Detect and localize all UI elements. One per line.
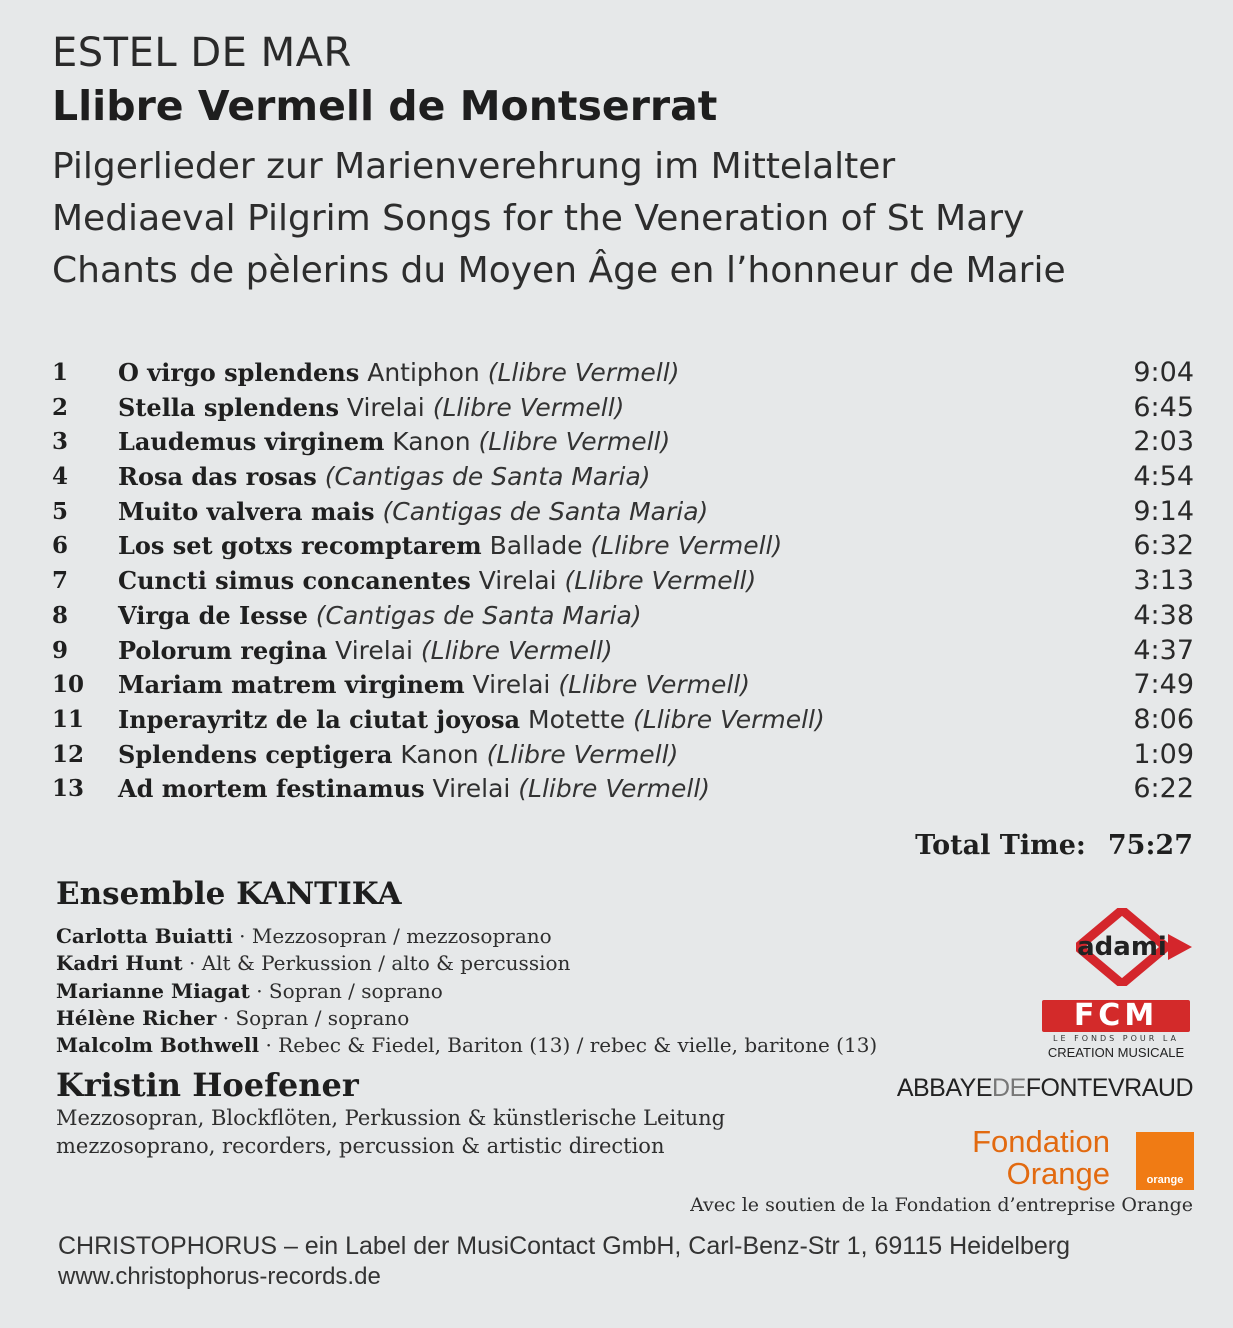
- album-title: Llibre Vermell de Montserrat: [52, 82, 718, 130]
- track-number: 4: [52, 463, 69, 491]
- track-row: [52, 529, 1194, 564]
- track-source: (Cantigas de Santa Maria): [315, 600, 642, 630]
- adami-logo: [1076, 908, 1194, 986]
- track-number: 8: [52, 601, 69, 629]
- track-row: [52, 668, 1194, 703]
- track-duration: 4:38: [1133, 599, 1194, 631]
- track-row: [52, 425, 1194, 460]
- track-number: 5: [52, 497, 69, 525]
- track-title: Los set gotxs recomptarem: [118, 531, 482, 561]
- track-form: Motette: [520, 704, 634, 734]
- track-duration: 3:13: [1133, 565, 1194, 597]
- track-number: 10: [52, 671, 85, 699]
- track-form: Virelai: [464, 670, 559, 700]
- track-source: (Cantigas de Santa Maria): [324, 462, 651, 492]
- member-role: · Alt & Perkussion / alto & percussion: [182, 951, 571, 975]
- abbaye-text-b: DE: [992, 1074, 1026, 1102]
- track-number: 12: [52, 740, 85, 768]
- director-role-english: mezzosoprano, recorders, percussion & artistic direction: [56, 1134, 665, 1158]
- total-time-value: 75:27: [1107, 830, 1193, 861]
- fcm-text: FCM: [1042, 1000, 1190, 1032]
- fcm-tagline-1: LE FONDS POUR LA: [1053, 1034, 1179, 1043]
- director-name: Kristin Hoefener: [56, 1066, 359, 1104]
- label-info: CHRISTOPHORUS – ein Label der MusiContact GmbH, Carl-Benz-Str 1, 69115 Heidelberg: [58, 1232, 1070, 1260]
- track-duration: 4:37: [1133, 634, 1194, 666]
- subtitle-german: Pilgerlieder zur Marienverehrung im Mittelalter: [52, 146, 896, 187]
- tracklist: [52, 356, 1194, 807]
- track-source: (Llibre Vermell): [518, 774, 711, 804]
- track-title: Rosa das rosas: [118, 462, 317, 492]
- track-number: 1: [52, 359, 69, 386]
- track-title: Laudemus virginem: [118, 427, 385, 457]
- subtitle-english: Mediaeval Pilgrim Songs for the Veneration of St Mary: [52, 198, 1025, 239]
- track-row: [52, 634, 1194, 669]
- track-source: (Llibre Vermell): [564, 566, 757, 596]
- member-role: · Sopran / soprano: [249, 979, 443, 1003]
- support-text: Avec le soutien de la Fondation d’entreprise Orange: [690, 1194, 1193, 1216]
- track-title: O virgo splendens: [118, 358, 360, 387]
- track-number: 3: [52, 428, 69, 456]
- orange-square-icon: [1136, 1132, 1194, 1190]
- website-url: www.christophorus-records.de: [58, 1263, 381, 1290]
- track-title: Inperayritz de la ciutat joyosa: [118, 704, 521, 734]
- abbaye-fontevraud-logo: [897, 1074, 1193, 1103]
- track-duration: 9:14: [1133, 495, 1194, 527]
- fcm-tagline-2: CREATION MUSICALE: [1047, 1045, 1185, 1060]
- track-source: (Cantigas de Santa Maria): [382, 496, 709, 526]
- director-role-german: Mezzosopran, Blockflöten, Perkussion & künstlerische Leitung: [56, 1106, 726, 1130]
- total-time-label: Total Time:: [915, 830, 1086, 861]
- track-row: [52, 703, 1194, 738]
- track-row: [52, 772, 1194, 807]
- abbaye-text-a: ABBAYE: [896, 1074, 993, 1102]
- track-title: Cuncti simus concanentes: [118, 566, 471, 596]
- artist-name: ESTEL DE MAR: [52, 30, 352, 76]
- adami-diamond-icon: [1076, 908, 1194, 986]
- track-source: (Llibre Vermell): [487, 358, 680, 387]
- track-duration: 9:04: [1133, 357, 1194, 388]
- subtitle-french: Chants de pèlerins du Moyen Âge en l’honneur de Marie: [52, 250, 1066, 291]
- track-source: (Llibre Vermell): [478, 427, 671, 457]
- track-number: 7: [52, 567, 69, 595]
- member-role: · Sopran / soprano: [216, 1006, 410, 1030]
- member-line: [56, 951, 570, 975]
- track-title: Virga de Iesse: [118, 600, 308, 630]
- track-row: [52, 356, 1194, 391]
- track-row: [52, 460, 1194, 495]
- total-time: [915, 830, 1193, 861]
- track-source: (Llibre Vermell): [633, 704, 825, 734]
- track-form: [308, 601, 316, 630]
- member-line: [56, 1033, 877, 1057]
- track-form: Kanon: [384, 427, 479, 457]
- track-title: Splendens ceptigera: [118, 739, 393, 769]
- track-row: [52, 738, 1194, 773]
- track-source: (Llibre Vermell): [420, 635, 613, 665]
- track-duration: 1:09: [1133, 738, 1194, 770]
- track-title: Muito valvera mais: [118, 496, 375, 526]
- track-duration: 8:06: [1133, 703, 1194, 735]
- track-form: Ballade: [481, 531, 591, 561]
- track-title: Mariam matrem virginem: [118, 670, 465, 700]
- track-title: Polorum regina: [118, 635, 328, 665]
- track-form: Kanon: [392, 739, 487, 769]
- track-source: (Llibre Vermell): [590, 531, 783, 561]
- track-form: Virelai: [470, 566, 565, 596]
- track-source: (Llibre Vermell): [432, 392, 625, 422]
- member-name: Malcolm Bothwell: [56, 1033, 260, 1057]
- track-form: Virelai: [338, 392, 433, 422]
- member-name: Carlotta Buiatti: [56, 924, 233, 948]
- member-line: [56, 979, 443, 1003]
- member-role: · Mezzosopran / mezzosoprano: [232, 924, 552, 948]
- member-name: Marianne Miagat: [56, 979, 250, 1003]
- fcm-logo: [1040, 1000, 1192, 1064]
- track-duration: 6:32: [1133, 530, 1194, 562]
- track-form: Antiphon: [359, 358, 488, 387]
- member-name: Hélène Richer: [56, 1006, 217, 1030]
- track-number: 2: [52, 393, 69, 421]
- track-source: (Llibre Vermell): [486, 739, 679, 769]
- track-title: Ad mortem festinamus: [118, 774, 425, 804]
- fondation-text: Fondation: [972, 1124, 1110, 1159]
- track-form: [375, 497, 383, 526]
- track-form: Virelai: [327, 635, 421, 665]
- track-source: (Llibre Vermell): [558, 670, 751, 700]
- track-duration: 2:03: [1133, 426, 1194, 458]
- track-number: 13: [52, 775, 85, 803]
- track-row: [52, 391, 1194, 426]
- member-name: Kadri Hunt: [56, 951, 183, 975]
- fondation-orange-logo: [950, 1124, 1194, 1194]
- track-row: [52, 564, 1194, 599]
- abbaye-text-c: FONTEVRAUD: [1025, 1074, 1193, 1102]
- orange-square-label: orange: [1146, 1174, 1184, 1186]
- member-role: · Rebec & Fiedel, Bariton (13) / rebec & vielle, baritone (13): [259, 1033, 878, 1057]
- track-duration: 4:54: [1133, 461, 1194, 493]
- track-duration: 6:22: [1133, 773, 1194, 805]
- track-number: 6: [52, 532, 69, 560]
- ensemble-title: Ensemble KANTIKA: [56, 876, 402, 912]
- track-number: 9: [52, 636, 69, 664]
- member-line: [56, 1006, 409, 1030]
- adami-text: adami: [1077, 932, 1167, 962]
- track-row: [52, 599, 1194, 634]
- track-form: [317, 462, 325, 491]
- orange-text: Orange: [1006, 1156, 1110, 1191]
- track-duration: 6:45: [1133, 391, 1194, 423]
- member-line: [56, 924, 552, 948]
- track-row: [52, 495, 1194, 530]
- track-title: Stella splendens: [118, 392, 339, 422]
- track-duration: 7:49: [1133, 669, 1194, 701]
- track-form: Virelai: [424, 774, 519, 804]
- track-number: 11: [52, 705, 85, 733]
